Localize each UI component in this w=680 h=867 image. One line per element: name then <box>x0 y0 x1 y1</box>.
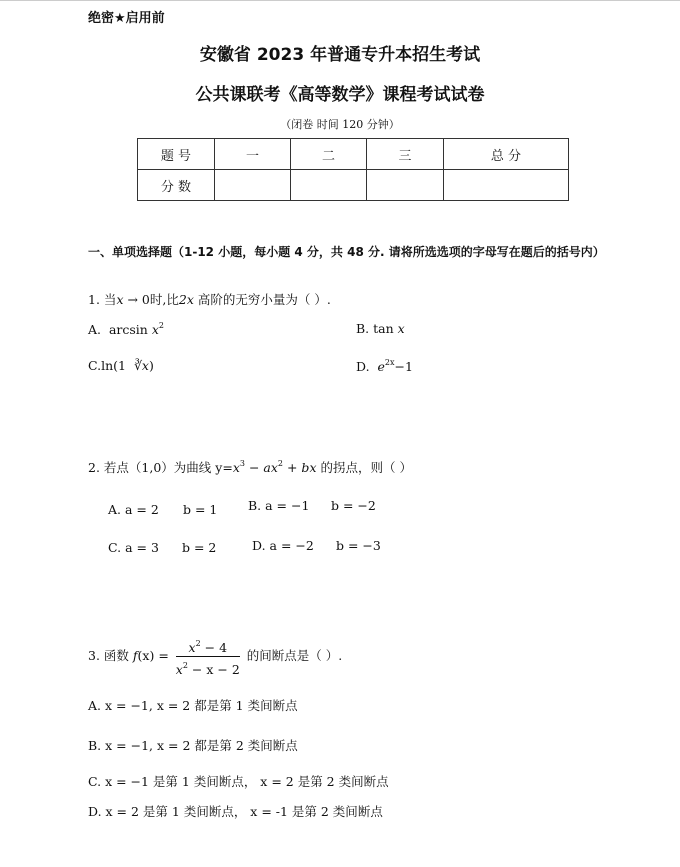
score-cell[interactable] <box>367 170 444 201</box>
q2-option-a-b: b = 1 <box>183 502 218 517</box>
table-cell: 一 <box>215 139 291 170</box>
top-rule <box>0 0 680 1</box>
q3-option-c[interactable]: C. x = −1 是第 1 类间断点， x = 2 是第 2 类间断点 <box>88 774 389 789</box>
q2-option-d-b: b = −3 <box>336 538 381 553</box>
table-row <box>138 170 569 201</box>
score-cell[interactable] <box>444 170 569 201</box>
question-3: 3. 函数 f(x) = $\frac{x^2 - 4}{x^2 - x - 2}$ 的间断点是（ ）. <box>88 636 342 677</box>
exam-title: 安徽省 2023 年普通专升本招生考试 <box>199 45 481 65</box>
table-row <box>138 139 569 170</box>
fraction: $\frac{x^2 - 4}{x^2 - x - 2}$ <box>176 636 240 677</box>
q3-option-a[interactable]: A. x = −1, x = 2 都是第 1 类间断点 <box>88 698 298 713</box>
q2-option-b-b: b = −2 <box>331 498 376 513</box>
question-2: 2. 若点（1,0）为曲线 $y=x^3 - ax^2$ + bx 的拐点，则（ ） <box>88 459 412 475</box>
q2-option-b[interactable]: B. a = −1 <box>248 498 310 513</box>
q1-option-b[interactable]: B. tan x <box>356 321 405 336</box>
exam-duration: （闭卷 时间 120 分钟） <box>280 118 400 131</box>
table-cell: 题 号 <box>138 139 215 170</box>
q2-option-c[interactable]: C. a = 3 <box>108 540 159 555</box>
table-cell: 二 <box>291 139 367 170</box>
q1-option-c[interactable]: C.ln(1 ∛x) <box>88 358 154 373</box>
q3-option-d[interactable]: D. x = 2 是第 1 类间断点， x = -1 是第 2 类间断点 <box>88 804 383 819</box>
score-table <box>137 138 569 201</box>
q2-option-a[interactable]: A. a = 2 <box>108 502 159 517</box>
q1-option-d[interactable]: D. $e^{2x}-1$ <box>356 358 413 374</box>
exam-subtitle: 公共课联考《高等数学》课程考试试卷 <box>195 85 485 105</box>
q2-option-d[interactable]: D. a = −2 <box>252 538 314 553</box>
q2-option-c-b: b = 2 <box>182 540 217 555</box>
q1-option-a[interactable]: A. $\arcsin x^2$ <box>88 321 164 337</box>
confidential-label: 绝密★启用前 <box>88 11 165 26</box>
table-cell: 分 数 <box>138 170 215 201</box>
q3-option-b[interactable]: B. x = −1, x = 2 都是第 2 类间断点 <box>88 738 298 753</box>
section-heading: 一、单项选择题（1-12 小题，每小题 4 分，共 48 分. 请将所选选项的字母写在题后的括号内） <box>88 245 605 259</box>
table-cell: 三 <box>367 139 444 170</box>
table-cell: 总 分 <box>444 139 569 170</box>
score-cell[interactable] <box>291 170 367 201</box>
question-1: 1. 当x → 0时,比2x 高阶的无穷小量为（ ）. <box>88 292 331 307</box>
score-cell[interactable] <box>215 170 291 201</box>
